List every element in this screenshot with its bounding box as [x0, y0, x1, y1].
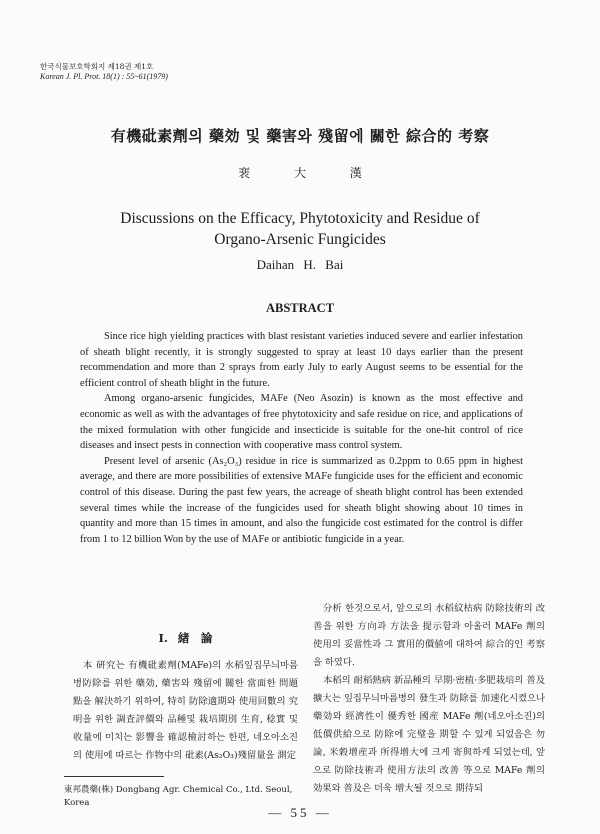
body-paragraph: 本 硏究는 有機砒素劑(MAFe)의 水稻잎집무늬마름병防除를 위한 藥効, 藥害와 殘留에 關한 當面한 問題點을 解決하기 위하여, 特히 防除適期와 使用回數의 究明을 위한 調査評價와 品種및 栽培期別 生育, 稔實 및 收量에 미치는 影響을 確認檢討하는 한편, 네오아소진의 使用에 따르는 作物中의 砒素(As₂O₃)殘留量을 測定: [73, 660, 298, 761]
author-english: Daihan H. Bai: [256, 257, 344, 272]
section-heading-introduction: I. 緖 論: [158, 631, 213, 645]
body-paragraph: 分析 한것으로서, 앞으로의 水稻紋枯病 防除技術의 改善을 위한 方向과 方法을 提示함과 아울러 MAFe 劑의 使用의 妥當性과 그 實用的價値에 대하여 綜合的인 考察을 하였다.: [313, 603, 545, 668]
journal-citation: [40, 62, 168, 82]
abstract-paragraph: Among organo-arsenic fungicides, MAFe (Neo Asozin) is known as the most effective and economic as well as with the advantages of free phytotoxicity and safe residue on rice, and applications of the mixed formulation with other fungicide and insecticide is suitable for the one-hit control of rice diseases and insect pests in connection with cooperative mass control system.: [80, 393, 523, 452]
title-english-line2: Organo-Arsenic Fungicides: [214, 231, 386, 248]
body-paragraph: 本稻의 耐稻熱病 新品種의 早期·密植·多肥栽培의 普及擴大는 잎집무늬마름병의 發生과 防除를 加速化시켰으나 藥効와 經濟性이 優秀한 國産 MAFe 劑(네오아소진)의 低價供給으로 防除에 完璧을 期할 수 있게 되었음은 勿論, 米穀增産과 所得增大에 크게 寄與하게 되었는데, 앞으로 防除技術과 使用方法의 改善 等으로 MAFe 劑의 効果와 普及은 더욱 增大될 것으로 期待되: [313, 675, 545, 794]
abstract-paragraph: Since rice high yielding practices with blast resistant varieties induced severe and earlier infestation of sheath blight recently, it is strongly suggested to spray at least 10 days earlier than the present recommendation and more than 2 sprays from early July to early August seems to be essential for the efficient control of sheath blight in the future.: [80, 331, 523, 389]
author-korean: 裵 大 漢: [238, 166, 362, 180]
abstract-body: [80, 329, 523, 547]
right-column: [313, 600, 545, 798]
abstract-paragraph: Present level of arsenic (As₂O₃) residue in rice is summarized as 0.2ppm to 0.65 ppm in highest average, and there are more possibilities of extensive MAFe fungicide uses for the efficient and economic control of this disease. During the past few years, the acreage of sheath blight control has been extended several times while the increase of the fungicides used for sheath blight showing about 10 times in quantity and more than 15 times in amount, and also the fungicide cost estimated for the control is differ from 1 to 12 billion Won by the use of MAFe or antibiotic fungicide in a year.: [80, 455, 523, 545]
journal-name-english: Korean J. Pl. Prot. 18(1) : 55~61(1979): [40, 72, 168, 81]
page-number: — 55 —: [268, 805, 332, 820]
footnote-affiliation: 東邦農藥(株) Dongbang Agr. Chemical Co., Ltd. Seoul, Korea: [64, 785, 293, 808]
title-korean: 有機砒素劑의 藥効 및 藥害와 殘留에 關한 綜合的 考察: [110, 127, 490, 145]
footnote-divider: [64, 776, 164, 777]
left-column: [73, 629, 298, 765]
abstract-heading: ABSTRACT: [265, 301, 335, 315]
title-english-line1: Discussions on the Efficacy, Phytotoxicity and Residue of: [120, 210, 480, 227]
journal-name-korean: 한국식물보호학회지 제18권 제1호: [40, 62, 154, 71]
title-english: [0, 208, 600, 250]
